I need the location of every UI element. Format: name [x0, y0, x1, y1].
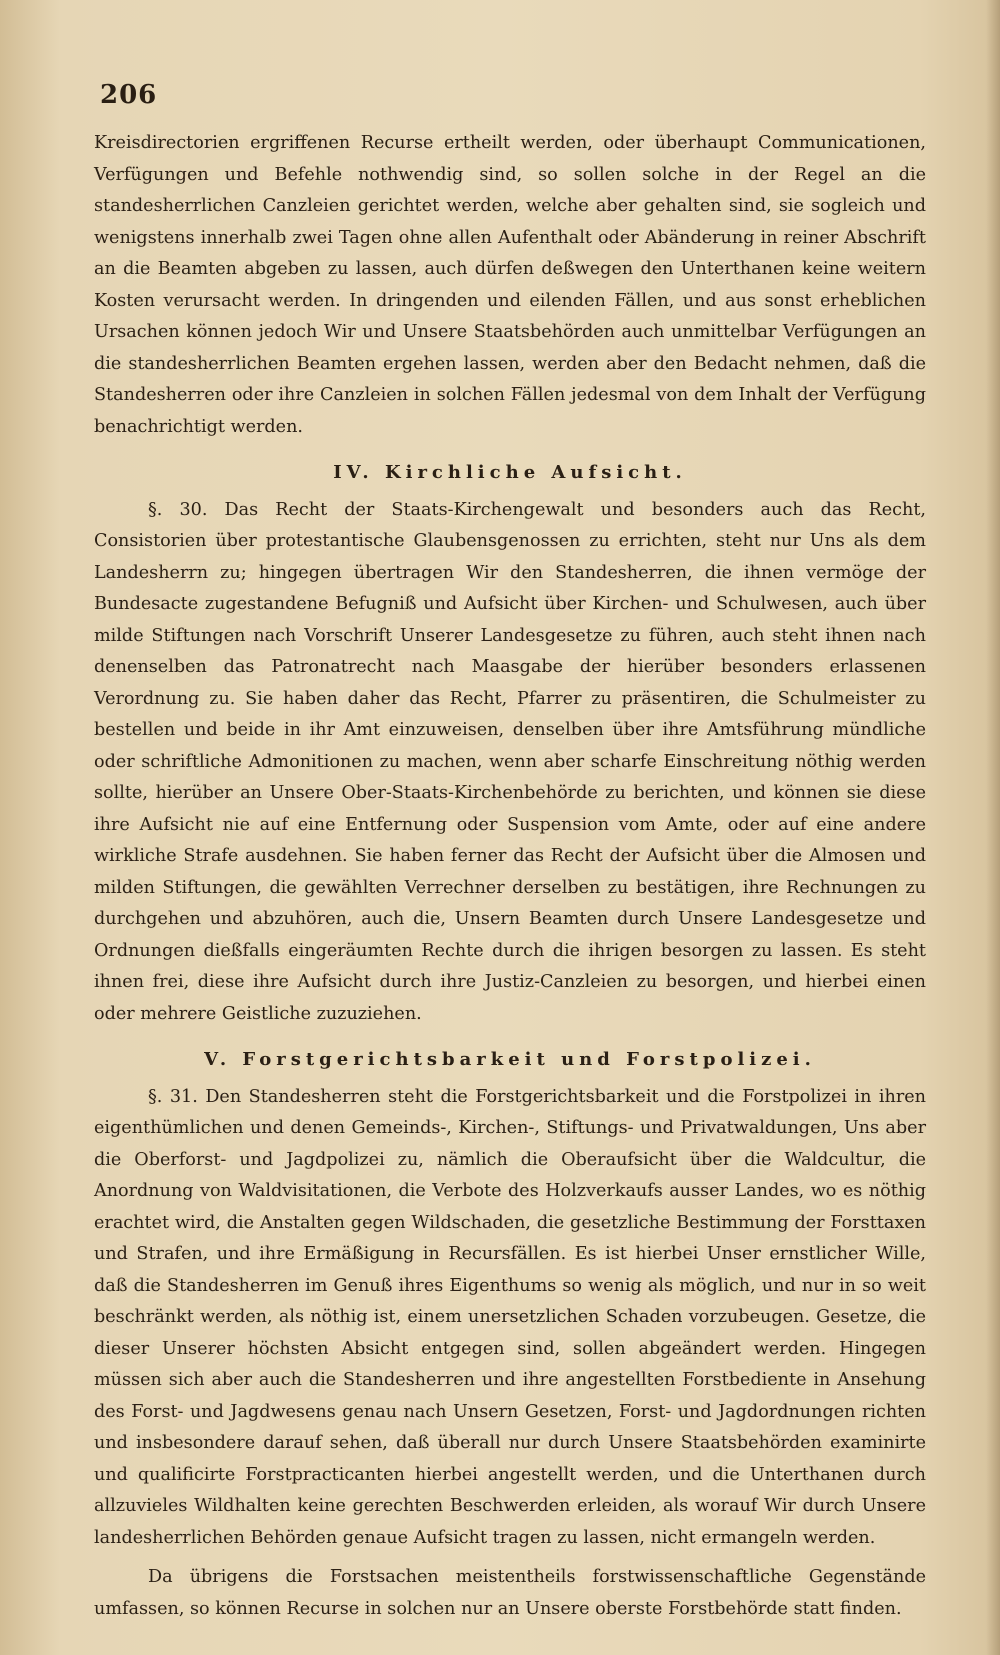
- page-number: 206: [100, 80, 158, 110]
- page-edge-shadow: [986, 0, 1000, 1655]
- paragraph-continuation: Kreisdirectorien ergriffenen Recurse ertheilt werden, oder überhaupt Communicationen, Verfügungen und Befehle nothwendig sind, so sollen solche in der Regel an die standesherrlichen Canzleien gerichtet werden, welche aber gehalten sind, sie sogleich und wenigstens innerhalb zwei Tagen ohne allen Aufenthalt oder Abänderung in reiner Abschrift an die Beamten abgeben zu lassen, auch dürfen deßwegen den Unterthanen keine weitern Kosten verursacht werden. In dringenden und eilenden Fällen, und aus sonst erheblichen Ursachen können jedoch Wir und Unsere Staatsbehörden auch unmittelbar Verfügungen an die standesherrlichen Beamten ergehen lassen, werden aber den Bedacht nehmen, daß die Standesherren oder ihre Canzleien in solchen Fällen jedesmal von dem Inhalt der Verfügung benachrichtigt werden.: [94, 133, 926, 437]
- section-heading-v: V. Forstgerichtsbarkeit und Forstpolizei.: [204, 1049, 816, 1070]
- paragraph-section-31: §. 31. Den Standesherren steht die Forstgerichtsbarkeit und die Forstpolizei in ihren eigenthümlichen und denen Gemeinds-, Kirchen-, Stiftungs- und Privatwaldungen, Uns aber die Oberforst- und Jagdpolizei zu, nämlich die Oberaufsicht über die Waldcultur, die Anordnung von Waldvisitationen, die Verbote des Holzverkaufs ausser Landes, wo es nöthig erachtet wird, die Anstalten gegen Wildschaden, die gesetzliche Bestimmung der Forsttaxen und Strafen, und ihre Ermäßigung in Recursfällen. Es ist hierbei Unser ernstlicher Wille, daß die Standesherren im Genuß ihres Eigenthums so wenig als möglich, und nur in so weit beschränkt werden, als nöthig ist, einem unersetzlichen Schaden vorzubeugen. Gesetze, die dieser Unserer höchsten Absicht entgegen sind, sollen abgeändert werden. Hingegen müssen sich aber auch die Standesherren und ihre angestellten Forstbediente in Ansehung des Forst- und Jagdwesens genau nach Unsern Gesetzen, Forst- und Jagdordnungen richten und insbesondere darauf sehen, daß überall nur durch Unsere Staatsbehörden examinirte und qualificirte Forstpracticanten hierbei angestellt werden, und die Unterthanen durch allzuvieles Wildhalten keine gerechten Beschwerden erleiden, als worauf Wir durch Unsere landesherrlichen Behörden genaue Aufsicht tragen zu lassen, nicht ermangeln werden.: [94, 1086, 926, 1548]
- page-body: [94, 128, 926, 1625]
- paragraph-section-30: §. 30. Das Recht der Staats-Kirchengewalt und besonders auch das Recht, Consistorien über protestantische Glaubensgenossen zu errichten, steht nur Uns als dem Landesherrn zu; hingegen übertragen Wir den Standesherren, die ihnen vermöge der Bundesacte zugestandene Befugniß und Aufsicht über Kirchen- und Schulwesen, auch über milde Stiftungen nach Vorschrift Unserer Landesgesetze zu führen, auch steht ihnen nach denenselben das Patronatrecht nach Maasgabe der hierüber besonders erlassenen Verordnung zu. Sie haben daher das Recht, Pfarrer zu präsentiren, die Schulmeister zu bestellen und beide in ihr Amt einzuweisen, denselben über ihre Amtsführung mündliche oder schriftliche Admonitionen zu machen, wenn aber scharfe Einschreitung nöthig werden sollte, hierüber an Unsere Ober-Staats-Kirchenbehörde zu berichten, und können sie diese ihre Aufsicht nie auf eine Entfernung oder Suspension vom Amte, oder auf eine andere wirkliche Strafe ausdehnen. Sie haben ferner das Recht der Aufsicht über die Almosen und milden Stiftungen, die gewählten Verrechner derselben zu bestätigen, ihre Rechnungen zu durchgehen und abzuhören, auch die, Unsern Beamten durch Unsere Landesgesetze und Ordnungen dießfalls eingeräumten Rechte durch die ihrigen besorgen zu lassen. Es steht ihnen frei, diese ihre Aufsicht durch ihre Justiz-Canzleien zu besorgen, und hierbei einen oder mehrere Geistliche zuzuziehen.: [94, 499, 926, 1024]
- paragraph-final: Da übrigens die Forstsachen meistentheils forstwissenschaftliche Gegenstände umfassen, so können Recurse in solchen nur an Unsere oberste Forstbehörde statt finden.: [94, 1567, 926, 1619]
- section-heading-iv: IV. Kirchliche Aufsicht.: [333, 462, 687, 483]
